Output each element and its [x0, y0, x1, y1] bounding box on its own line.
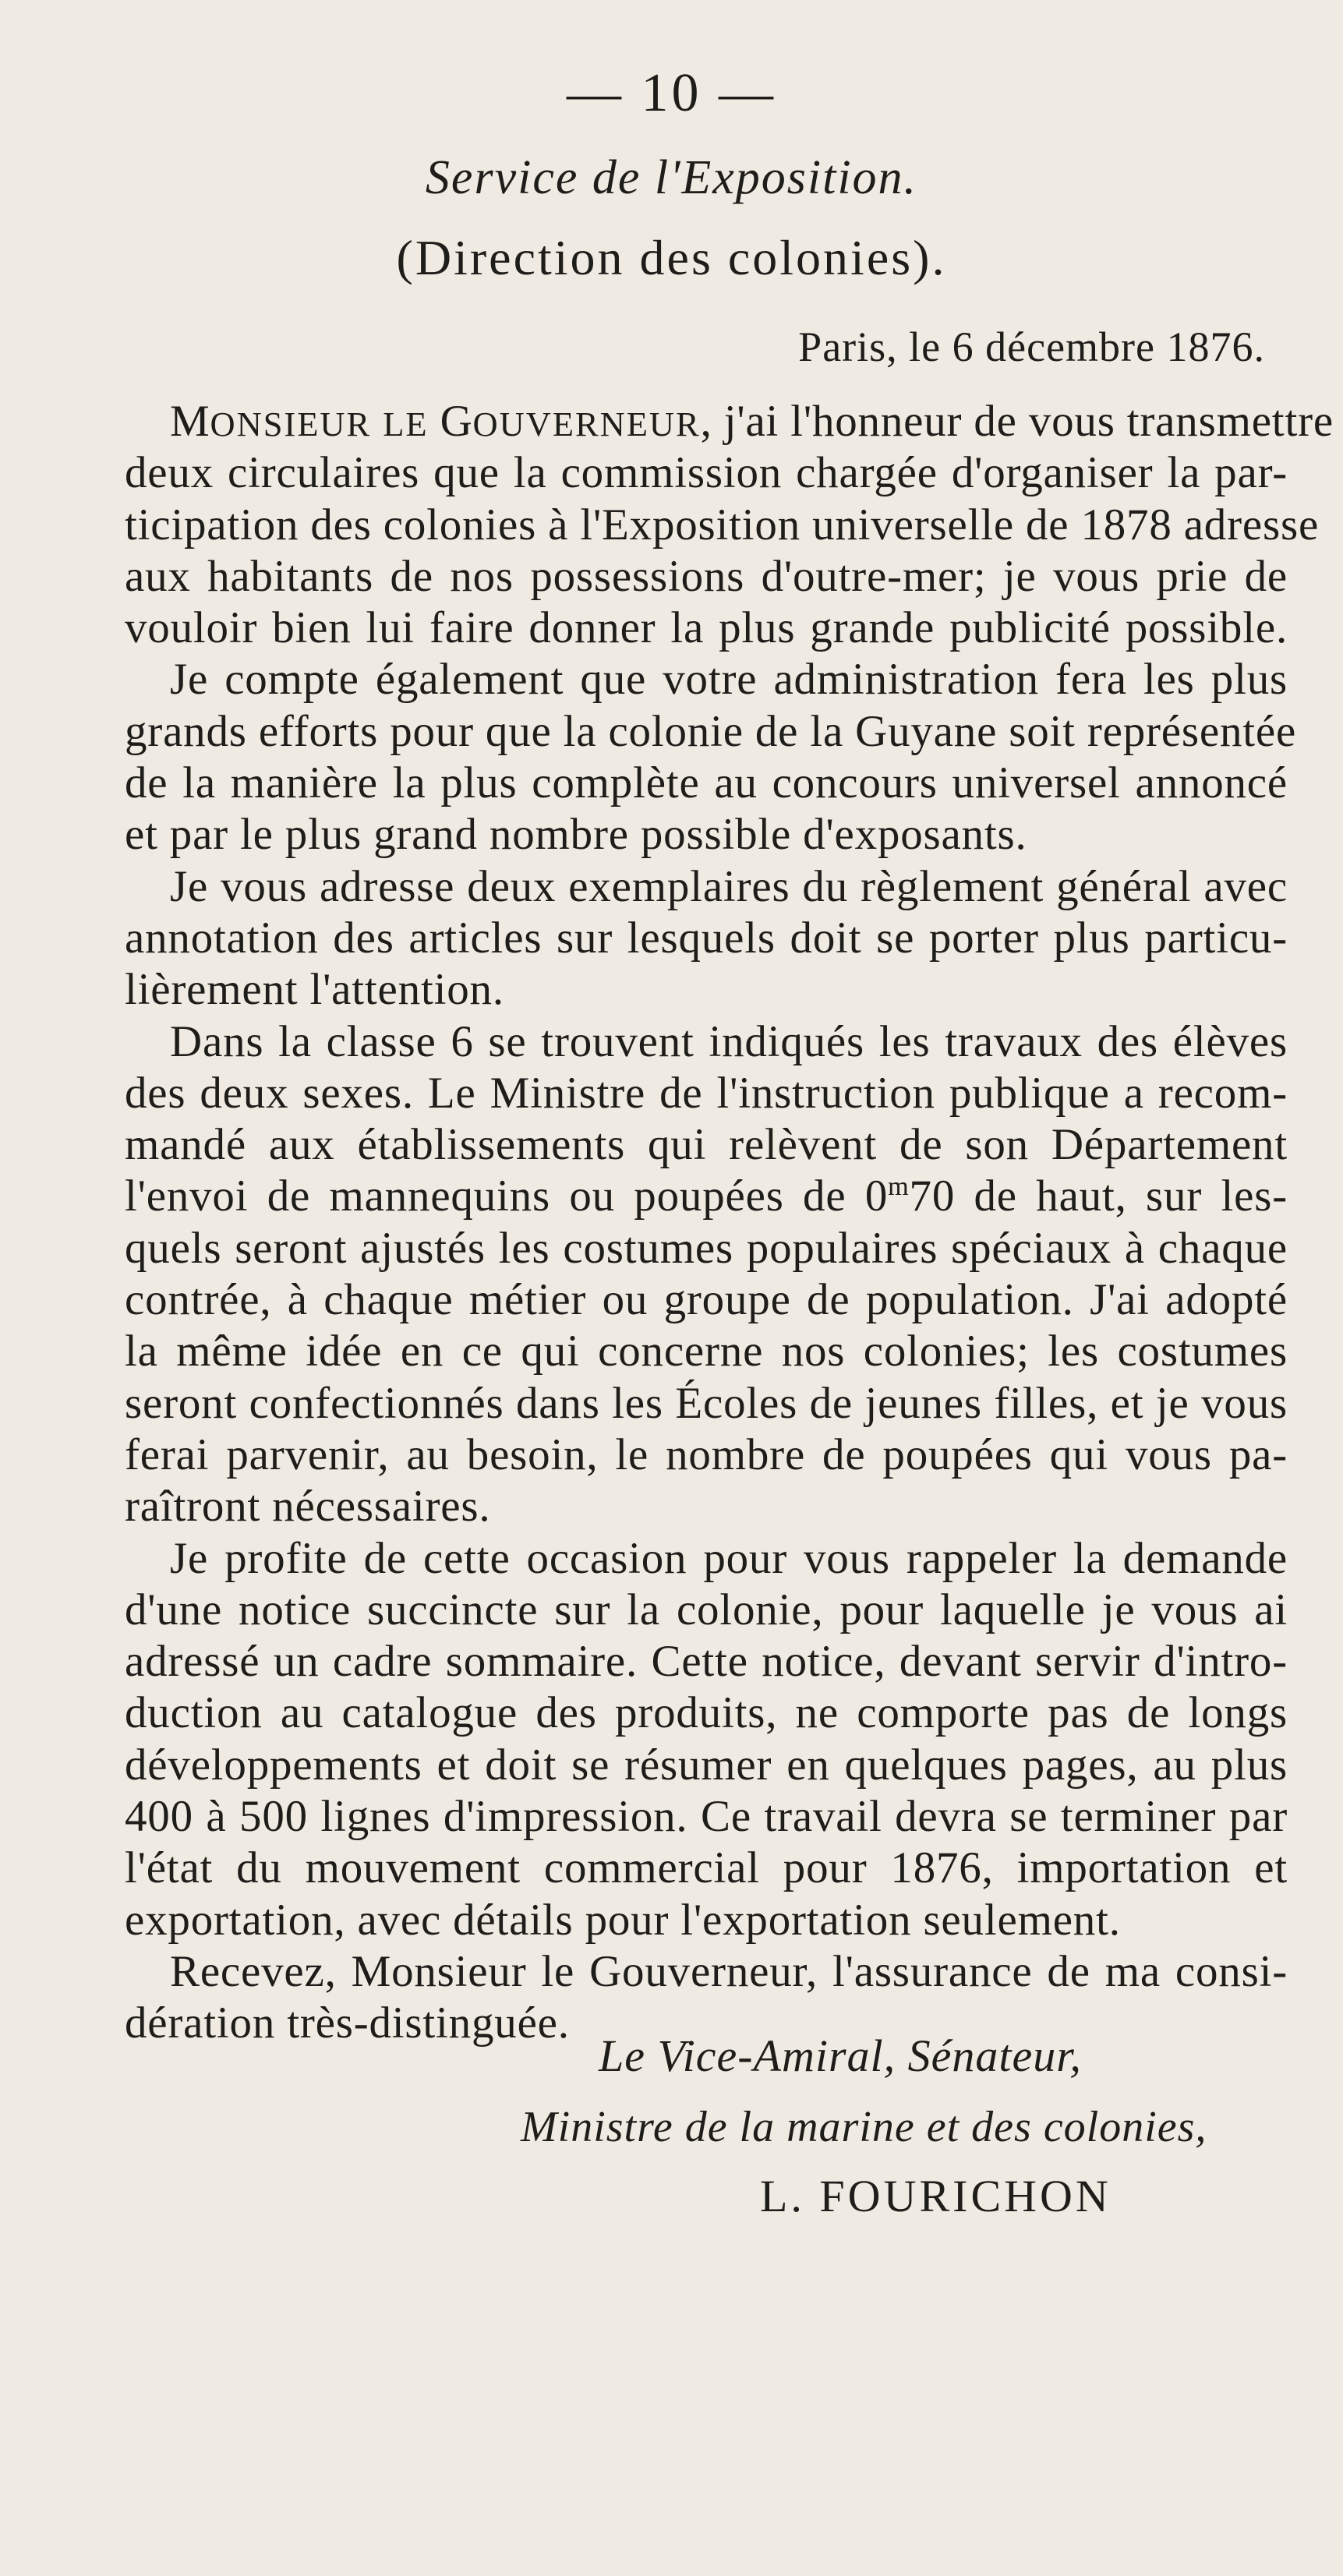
- signature-name: L. FOURICHON: [760, 2171, 1112, 2221]
- body-line: développements et doit se résumer en quelques pages, au plus: [125, 1740, 1288, 1790]
- signature-minister: Ministre de la marine et des colonies,: [521, 2103, 1207, 2151]
- paragraph-start-line: Je vous adresse deux exemplaires du règlement général avec: [170, 861, 1288, 911]
- body-line: la même idée en ce qui concerne nos colonies; les costumes: [125, 1327, 1288, 1376]
- salutation-monsieur-initial: M: [170, 397, 210, 446]
- body-line: quels seront ajustés les costumes populaires spéciaux à chaque: [125, 1223, 1288, 1273]
- body-line: aux habitants de nos possessions d'outre-mer; je vous prie de: [125, 551, 1288, 601]
- body-line: annotation des articles sur lesquels doit se porter plus particu-: [125, 913, 1288, 963]
- salutation-gouverneur-initial: G: [440, 397, 473, 446]
- closing-line: Recevez, Monsieur le Gouverneur, l'assurance de ma consi-: [170, 1946, 1288, 1996]
- service-heading: Service de l'Exposition.: [425, 151, 918, 204]
- body-line: seront confectionnés dans les Écoles de jeunes filles, et je vous: [125, 1378, 1288, 1428]
- paragraph-end-line: et par le plus grand nombre possible d'exposants.: [125, 810, 1027, 860]
- salutation-gouverneur-rest: OUVERNEUR: [472, 405, 701, 443]
- body-line: de la manière la plus complète au concours universel annoncé: [125, 758, 1288, 808]
- body-line: vouloir bien lui faire donner la plus grande publicité possible.: [125, 603, 1288, 653]
- paragraph-end-line: exportation, avec détails pour l'exportation seulement.: [125, 1895, 1121, 1945]
- body-line: adressé un cadre sommaire. Cette notice, devant servir d'intro-: [125, 1637, 1288, 1687]
- measurement-text-start: l'envoi de mannequins ou poupées de 0: [125, 1171, 889, 1221]
- paragraph-start-line: Dans la classe 6 se trouvent indiqués les travaux des élèves: [170, 1016, 1288, 1066]
- salutation-le: LE: [383, 405, 429, 443]
- paragraph-end-line: lièrement l'attention.: [125, 965, 504, 1015]
- closing-end-line: dération très-distinguée.: [125, 1998, 570, 2048]
- paragraph-start-line: Je profite de cette occasion pour vous rappeler la demande: [170, 1533, 1288, 1583]
- body-line: ticipation des colonies à l'Exposition universelle de 1878 adresse: [125, 500, 1320, 549]
- salutation-monsieur-rest: ONSIEUR: [210, 405, 372, 443]
- body-line: ferai parvenir, au besoin, le nombre de poupées qui vous pa-: [125, 1429, 1288, 1479]
- body-line: d'une notice succincte sur la colonie, pour laquelle je vous ai: [125, 1585, 1288, 1634]
- body-line: des deux sexes. Le Ministre de l'instruction publique a recom-: [125, 1068, 1288, 1118]
- salutation-text: , j'ai l'honneur de vous transmettre: [700, 397, 1334, 446]
- measurement-text-end: 70 de haut, sur les-: [909, 1171, 1288, 1221]
- salutation-line: [125, 396, 1334, 447]
- body-line: 400 à 500 lignes d'impression. Ce travail devra se terminer par: [125, 1792, 1288, 1842]
- body-line: deux circulaires que la commission chargée d'organiser la par-: [125, 448, 1288, 498]
- letter-body: [125, 396, 1334, 2050]
- body-line: contrée, à chaque métier ou groupe de population. J'ai adopté: [125, 1275, 1288, 1325]
- body-line: mandé aux établissements qui relèvent de son Département: [125, 1120, 1288, 1170]
- paragraph-start-line: Je compte également que votre administration fera les plus: [170, 655, 1288, 705]
- paragraph-end-line: raîtront nécessaires.: [125, 1482, 491, 1532]
- signature-title: Le Vice-Amiral, Sénateur,: [599, 2030, 1082, 2081]
- body-line: duction au catalogue des produits, ne comporte pas de longs: [125, 1688, 1288, 1738]
- letter-date: Paris, le 6 décembre 1876.: [798, 323, 1265, 370]
- body-line-measurement: [125, 1171, 1288, 1222]
- page-number: — 10 —: [567, 63, 776, 123]
- body-line: grands efforts pour que la colonie de la Guyane soit représentée: [125, 706, 1297, 756]
- body-line: l'état du mouvement commercial pour 1876, importation et: [125, 1843, 1288, 1893]
- meter-superscript: m: [888, 1172, 910, 1202]
- direction-heading: (Direction des colonies).: [396, 230, 947, 285]
